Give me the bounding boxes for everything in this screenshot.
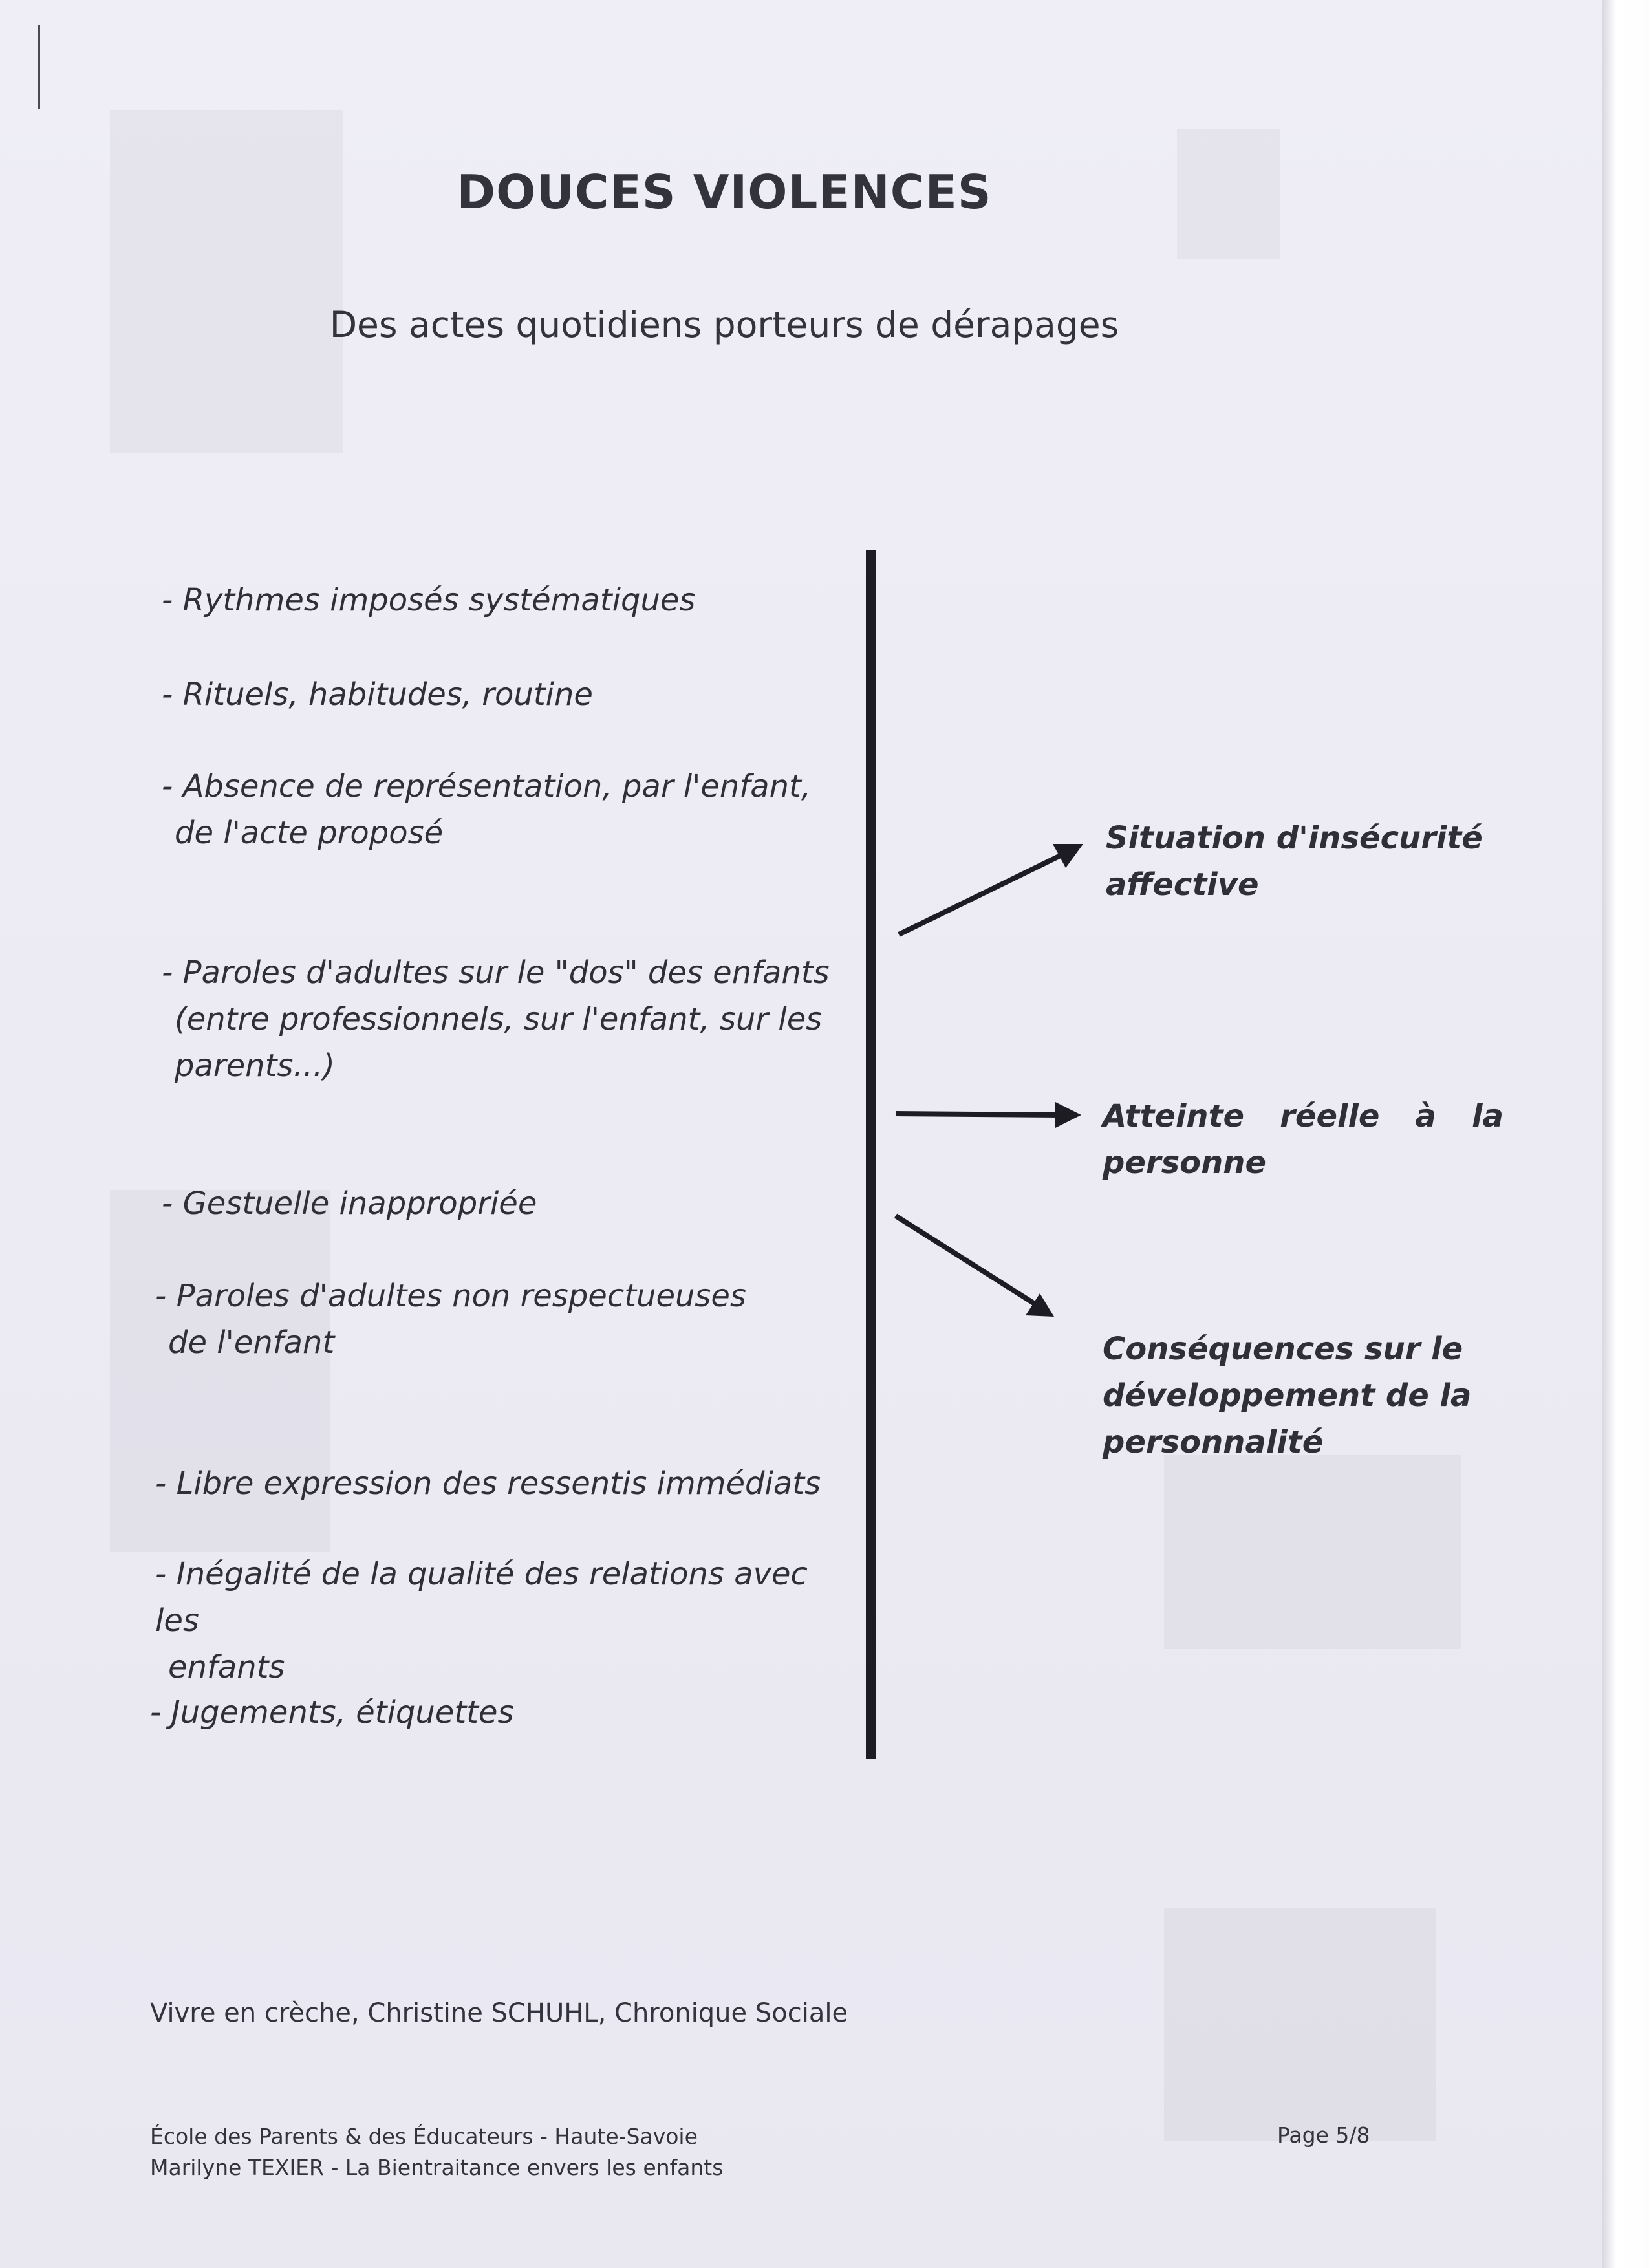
consequence-word: la	[1472, 1098, 1503, 1134]
list-item-text: de l'acte proposé	[175, 815, 444, 851]
list-item-text: - Jugements, étiquettes	[150, 1694, 514, 1731]
consequence-text: personnalité	[1103, 1424, 1324, 1460]
consequence-item	[1106, 815, 1483, 908]
list-item-text: - Paroles d'adultes sur le "dos" des enfants	[162, 955, 830, 991]
arrow-icon	[896, 1216, 1054, 1317]
consequence-word: Atteinte	[1103, 1098, 1245, 1134]
arrow-icon	[899, 844, 1083, 934]
consequence-text: affective	[1106, 867, 1259, 903]
list-item-text: - Rythmes imposés systématiques	[162, 582, 696, 618]
list-item-text: - Paroles d'adultes non respectueuses	[155, 1278, 746, 1314]
consequence-text: Conséquences sur le	[1103, 1331, 1463, 1367]
consequence-word: réelle	[1280, 1098, 1380, 1134]
consequence-text: développement de la	[1103, 1377, 1472, 1414]
footer-author: Marilyne TEXIER - La Bientraitance envers les enfants	[150, 2155, 724, 2180]
consequence-item	[1103, 1326, 1471, 1465]
consequence-text: personne	[1103, 1145, 1267, 1181]
source-citation: Vivre en crèche, Christine SCHUHL, Chronique Sociale	[150, 1998, 848, 2028]
list-item-text: de l'enfant	[168, 1324, 335, 1361]
page-subtitle: Des actes quotidiens porteurs de dérapages	[329, 304, 1119, 345]
consequence-text: Situation d'insécurité	[1106, 820, 1483, 856]
list-item-text: enfants	[168, 1649, 285, 1685]
footer-organization: École des Parents & des Éducateurs - Haute-Savoie	[150, 2124, 698, 2149]
list-item-text: - Inégalité de la qualité des relations avec les	[155, 1556, 808, 1639]
consequence-item	[1103, 1093, 1503, 1186]
list-item-text: - Libre expression des ressentis immédiats	[155, 1465, 821, 1502]
page-number: Page 5/8	[1277, 2122, 1370, 2148]
arrow-icon	[896, 1102, 1081, 1128]
list-item-text: parents...)	[175, 1048, 335, 1084]
list-item-text: (entre professionnels, sur l'enfant, sur les	[175, 1001, 823, 1037]
page-title: DOUCES VIOLENCES	[457, 165, 992, 219]
list-item-text: - Absence de représentation, par l'enfant,	[162, 768, 812, 805]
list-item-text: - Gestuelle inappropriée	[162, 1185, 537, 1222]
list-item-text: - Rituels, habitudes, routine	[162, 676, 593, 713]
footer	[150, 2121, 723, 2183]
consequence-word: à	[1415, 1098, 1437, 1134]
